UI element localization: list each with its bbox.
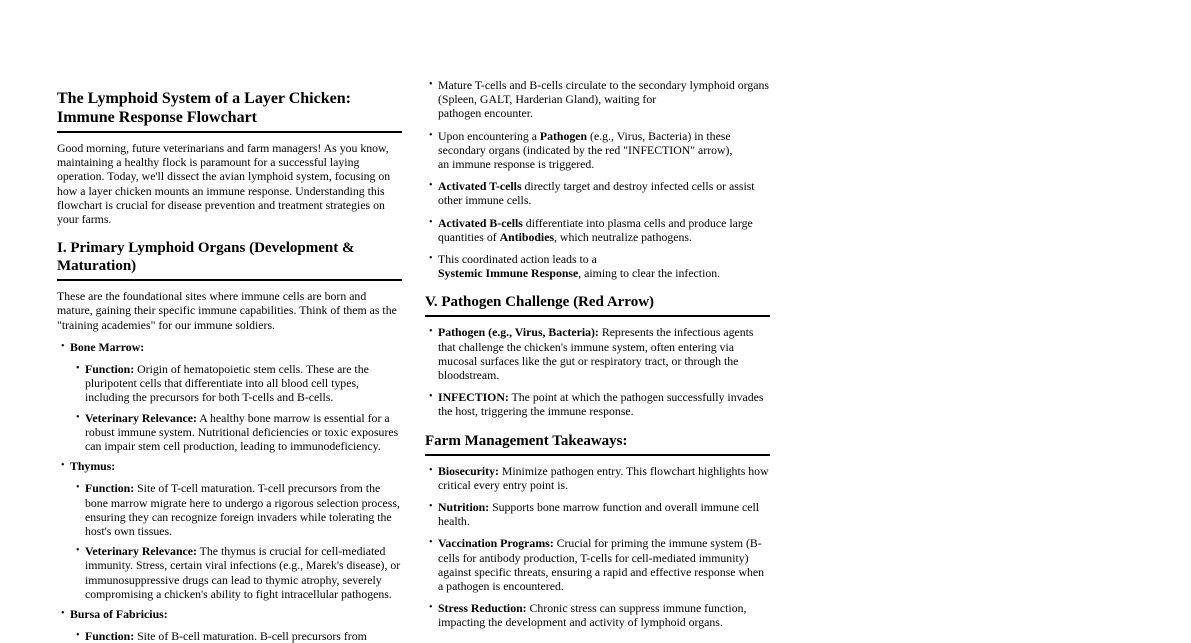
bullet-icon: • [429,602,433,614]
list-item [57,340,402,354]
list-item-text [438,129,732,171]
list-item-text [438,464,769,492]
text-run: Upon encountering a [438,128,540,143]
bullet-icon: • [61,460,65,472]
document-column-left [57,90,402,643]
list-item-text [85,411,398,453]
list-item-text [438,216,753,244]
text-run: Site of B-cell maturation. B-cell precursors from [134,629,367,643]
bold-text: INFECTION: [438,390,509,405]
bullet-icon: • [429,253,433,265]
bullet-icon: • [429,129,433,141]
bullet-icon: • [429,79,433,90]
list-item [425,252,770,280]
bold-text: Activated T-cells [438,179,522,194]
list-item [72,411,402,454]
text-run: differentiate into plasma cells and produce large quantities of [438,215,753,244]
document-title: The Lymphoid System of a Layer Chicken: Immune Response Flowchart [57,90,402,133]
list-item-text [85,629,367,643]
list-item [425,129,770,172]
list-item [425,500,770,528]
bold-text: Pathogen [539,128,588,143]
bullet-icon: • [76,630,80,642]
list-item [72,481,402,538]
bold-text: Function: [85,629,135,643]
section-heading: I. Primary Lymphoid Organs (Development & Maturation) [57,239,402,281]
bold-text: Pathogen (e.g., Virus, Bacteria): [438,325,599,340]
text-run: The thymus is crucial for cell-mediated immunity. Stress, certain viral infections (e.g., Marek's disease), or immunosuppressive drugs can lead to thymic atrophy, severely compromising a chicken's ability to fight intracellular pathogens. [85,544,401,601]
bold-text: Antibodies [499,229,555,244]
section-heading: V. Pathogen Challenge (Red Arrow) [425,293,770,317]
text-run: pathogen encounter. [438,106,533,121]
text-run: Mature T-cells and B-cells circulate to the secondary lymphoid organs (Spleen, GALT, Harderian Gland), waiting for [438,78,769,107]
list-item [425,325,770,382]
list-item [72,629,402,643]
text-run: The point at which the pathogen successfully invades the host, triggering the immune response. [438,390,764,419]
list-item-text [85,544,400,601]
text-run: These are the foundational sites where immune cells are born and mature, gaining their specific immune capabilities. Think of them as the "training academies" for our immune soldiers. [57,289,397,332]
text-run: This coordinated action leads to a [438,252,597,267]
bullet-icon: • [429,326,433,338]
bullet-icon: • [429,464,433,476]
list-item-text [85,481,400,538]
bullet-icon: • [429,537,433,549]
list-item-text [438,390,763,418]
list-item-text [438,601,746,629]
section-heading: Farm Management Takeaways: [425,432,770,456]
text-run: A healthy bone marrow is essential for a robust immune system. Nutritional deficiencies or toxic exposures can impair stem cell production, leading to immunodeficiency. [85,410,399,454]
bullet-icon: • [429,180,433,192]
bullet-icon: • [76,411,80,423]
list-item [425,536,770,593]
list-item-text [70,459,115,473]
bold-text: Veterinary Relevance: [85,410,197,425]
list-item [72,544,402,601]
text-run: directly target and destroy infected cells or assist other immune cells. [438,179,755,208]
list-item [425,390,770,418]
list-item [425,464,770,492]
list-item [425,601,770,629]
text-run: Origin of hematopoietic stem cells. These are the pluripotent cells that differentiate into all blood cell types, including the precursors for both T-cells and B-cells. [85,362,369,405]
list-item [425,179,770,207]
bold-text: Systemic Immune Response [438,266,579,281]
paragraph [57,141,402,226]
text-run: an immune response is triggered. [438,157,595,172]
list-item-text [438,252,720,280]
bullet-icon: • [61,608,65,620]
list-item [425,78,770,121]
list-item-text [438,536,764,593]
text-run: Supports bone marrow function and overall immune cell health. [438,500,760,529]
list-item-text [70,340,144,354]
paragraph [57,289,402,332]
document-column-right [425,78,770,630]
bold-text: Stress Reduction: [438,601,527,616]
list-item [72,362,402,405]
text-run: Crucial for priming the immune system (B-cells for antibody production, T-cells for cell-mediated immunity) against specific threats, ensuring a rapid and effective response when a pathogen is encountered. [438,536,765,594]
list-item-text [438,325,754,382]
list-item [57,607,402,621]
list-item-text [438,78,769,120]
text-run: Good morning, future veterinarians and farm managers! As you know, maintaining a healthy flock is paramount for a successful laying operation. Today, we'll dissect the avian lymphoid system, focusing on how a layer chicken mounts an immune response. Understanding this flowchart is crucial for disease prevention and treatment strategies on your farms. [57,141,391,227]
list-item-text [85,362,369,404]
bullet-icon: • [429,216,433,228]
text-run: Site of T-cell maturation. T-cell precursors from the bone marrow migrate here to undergo a rigorous selection process, ensuring they can recognize foreign invaders while tolerating the host's own tissues. [85,481,400,539]
text-run: , which neutralize pathogens. [554,229,692,244]
list-item-text [438,179,755,207]
bold-text: Nutrition: [438,500,490,515]
bullet-icon: • [76,545,80,557]
bold-text: Thymus: [70,459,116,474]
bold-text: Bursa of Fabricius: [70,607,168,622]
bold-text: Function: [85,481,135,496]
text-run: Represents the infectious agents that challenge the chicken's immune system, often entering via mucosal surfaces like the gut or respiratory tract, or through the bloodstream. [438,325,754,383]
list-item-text [70,607,168,621]
text-run: (e.g., Virus, Bacteria) in these secondary organs (indicated by the red "INFECTION" arrow), [438,128,733,157]
bold-text: Function: [85,362,135,377]
list-item [57,459,402,473]
bold-text: Vaccination Programs: [438,536,554,551]
text-run: Chronic stress can suppress immune function, impacting the development and activity of lymphoid organs. [438,601,747,630]
bullet-icon: • [76,363,80,375]
bullet-icon: • [429,391,433,403]
bold-text: Activated B-cells [438,215,523,230]
list-item [425,216,770,244]
bold-text: Bone Marrow: [70,339,145,354]
bold-text: Veterinary Relevance: [85,544,197,559]
bullet-icon: • [61,340,65,352]
text-run: , aiming to clear the infection. [578,266,721,281]
bold-text: Biosecurity: [438,463,499,478]
list-item-text [438,500,759,528]
bullet-icon: • [76,482,80,494]
text-run: Minimize pathogen entry. This flowchart highlights how critical every entry point is. [438,463,769,492]
bullet-icon: • [429,501,433,513]
